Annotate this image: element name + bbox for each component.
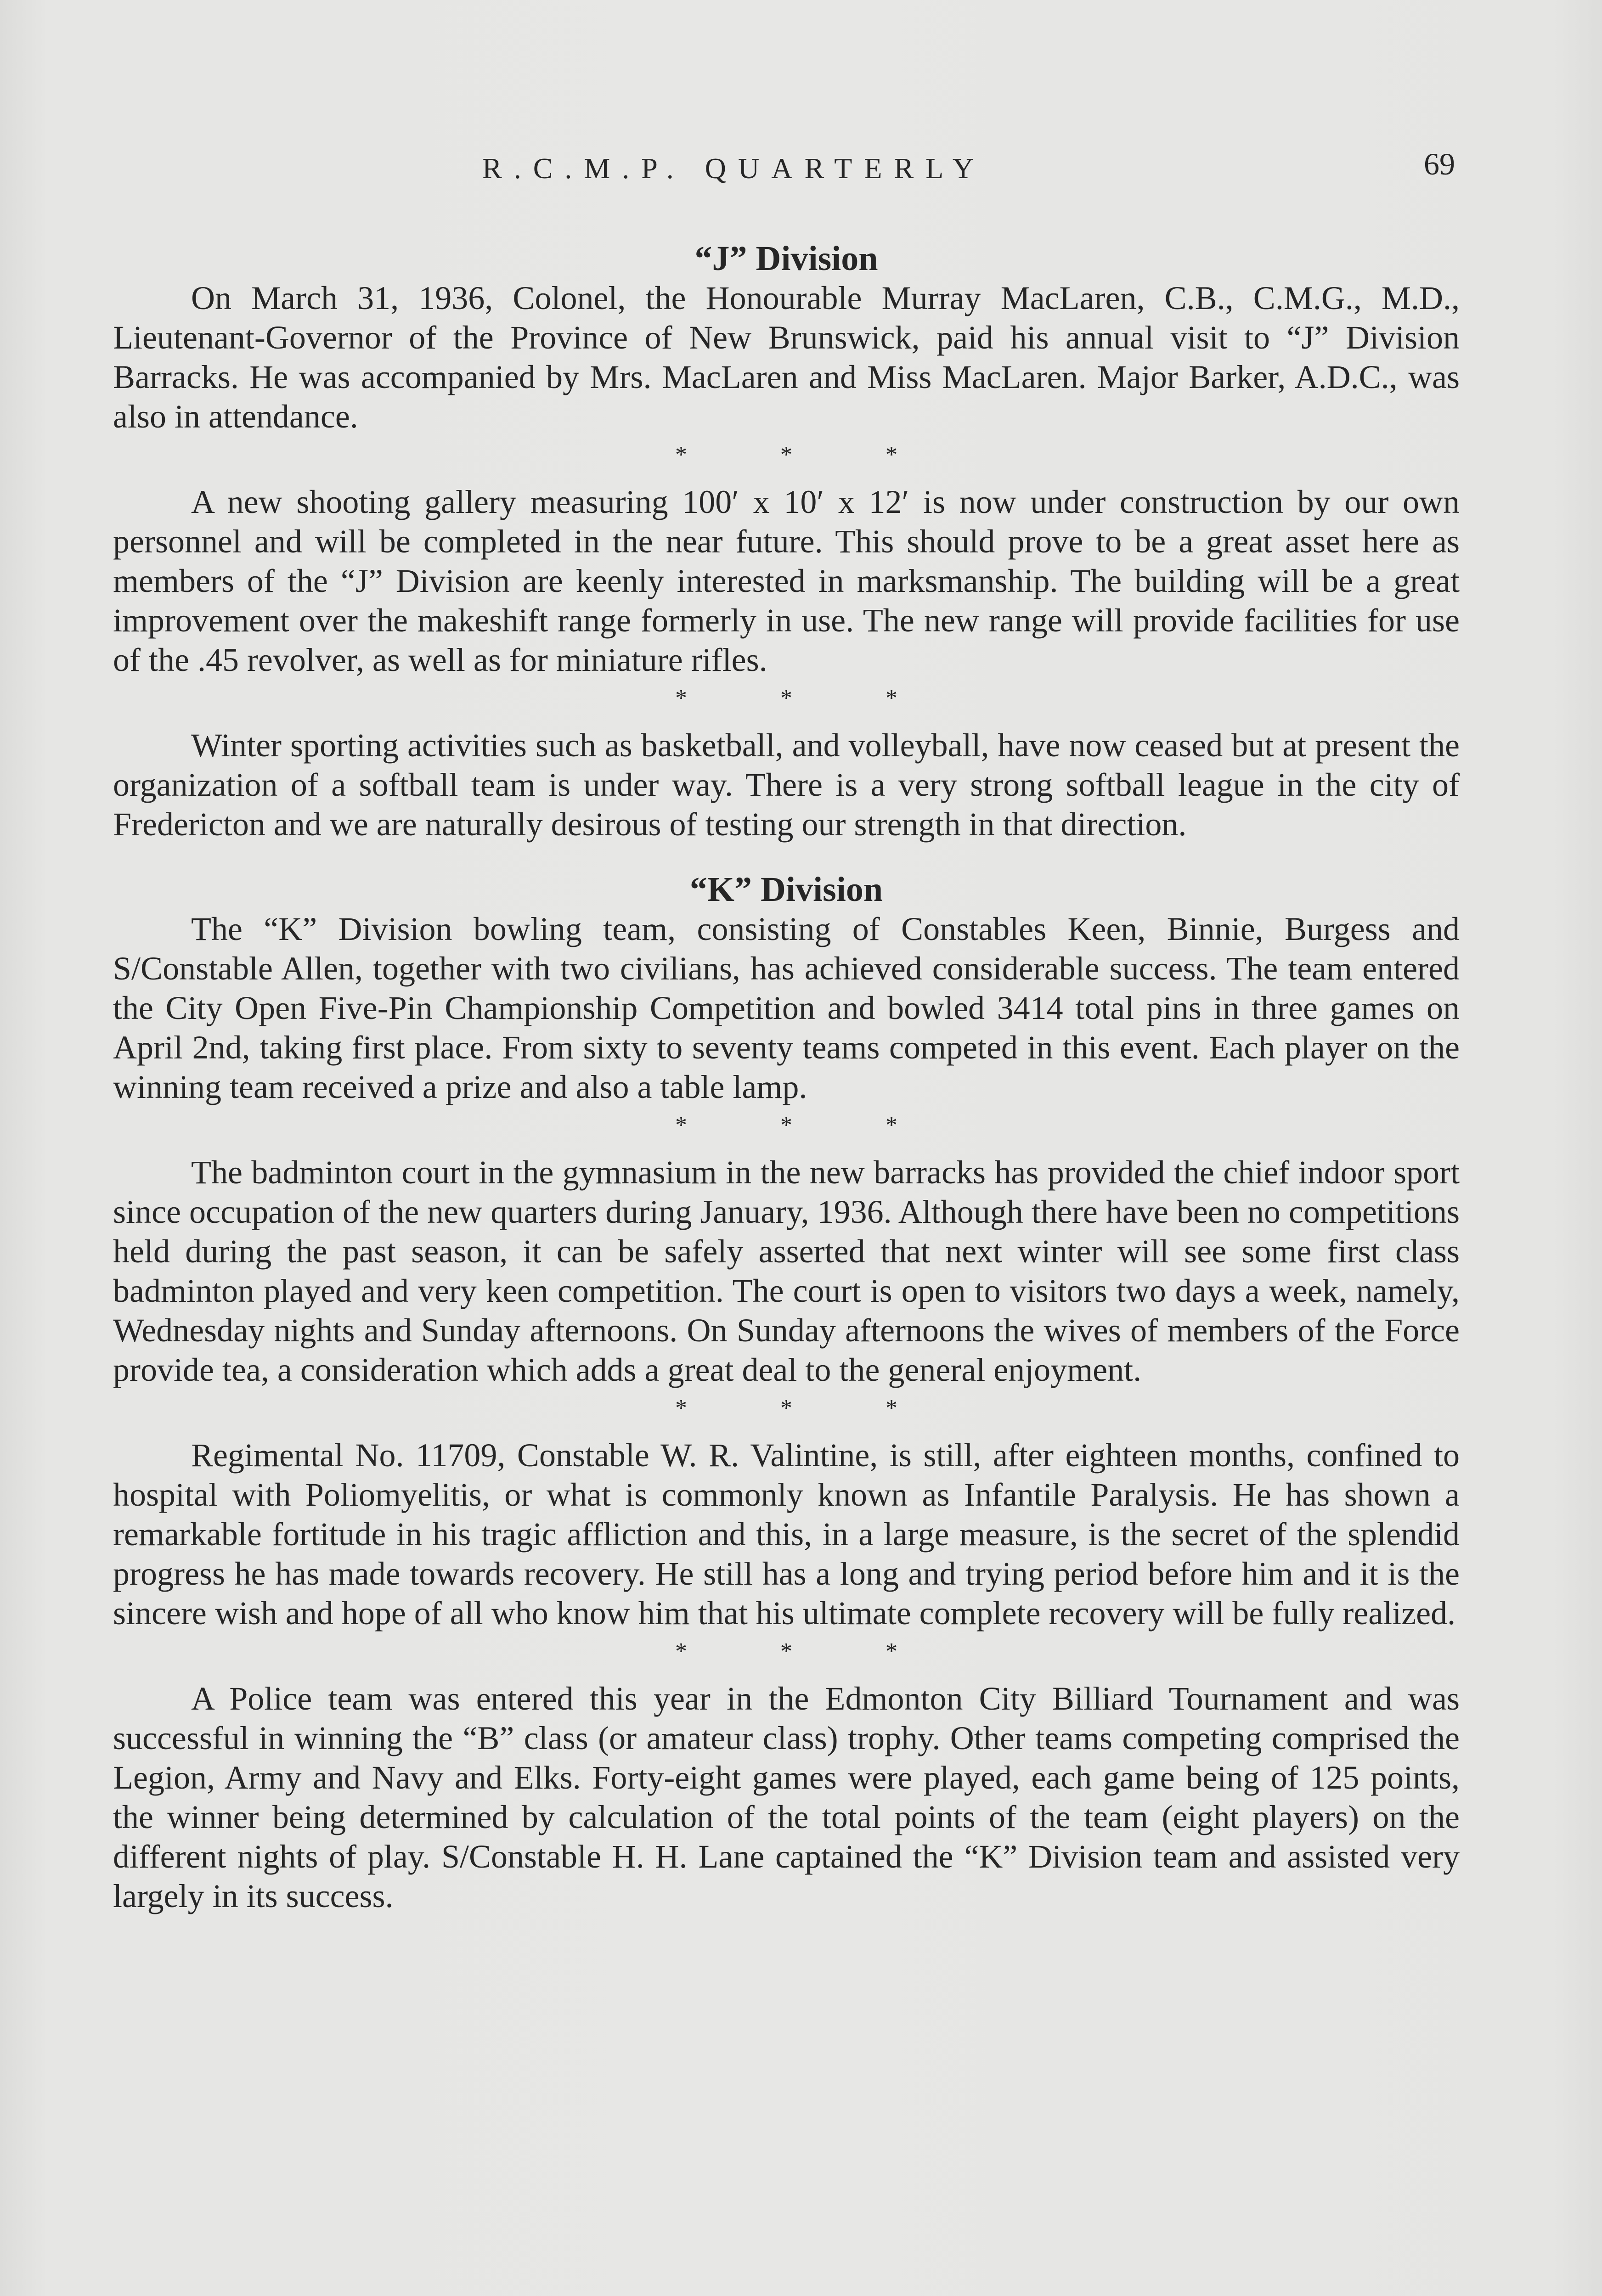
page-number: 69 [1424,146,1455,181]
running-title: R.C.M.P. QUARTERLY [482,152,986,185]
paragraph-k-valintine: Regimental No. 11709, Constable W. R. Valintine, is still, after eighteen months, confined to hospital with Poliomyelitis, or what is commonly known as Infantile Paralysis. He has shown a remarkable fortitude in his tragic affliction and this, in a large measure, is the secret of the splendid progress he has made towards recovery. He still has a long and trying period before him and it is the sincere wish and hope of all who know him that his ultimate complete recovery will be fully realized. [113,1437,1460,1632]
paragraph-j-shooting-gallery: A new shooting gallery measuring 100′ x 10′ x 12′ is now under construction by our own personnel and will be completed in the near future. This should prove to be a great asset here as members of the “J” Division are keenly interested in marksmanship. The building will be a great improvement over the makeshift range formerly in use. The new range will provide facilities for use of the .45 revolver, as well as for miniature rifles. [113,484,1460,678]
asterism-separator: * * * [675,1395,897,1421]
paragraph-k-billiards: A Police team was entered this year in the Edmonton City Billiard Tournament and was successful in winning the “B” class (or amateur class) trophy. Other teams competing comprised the Legion, Army and Navy and Elks. Forty-eight games were played, each game being of 125 points, the winner being determined by calculation of the total points of the team (eight players) on the different nights of play. S/Constable H. H. Lane captained the “K” Division team and assisted very largely in its success. [113,1680,1460,1914]
section-heading-j-division: “J” Division [694,239,878,278]
section-spacer [113,844,1460,870]
paragraph-k-bowling: The “K” Division bowling team, consisting of Constables Keen, Binnie, Burgess and S/Constable Allen, together with two civilians, has achieved considerable success. The team entered the City Open Five-Pin Championship Competition and bowled 3414 total pins in three games on April 2nd, taking first place. From sixty to seventy teams competed in this event. Each player on the winning team received a prize and also a table lamp. [113,911,1460,1105]
asterism-separator: * * * [675,1638,897,1665]
article-body [113,239,1460,1916]
paragraph-j-winter-sports: Winter sporting activities such as basketball, and volleyball, have now ceased but at present the organization of a softball team is under way. There is a very strong softball league in the city of Fredericton and we are naturally desirous of testing our strength in that direction. [113,727,1460,843]
asterism-separator: * * * [675,1112,897,1138]
paragraph-j-visit: On March 31, 1936, Colonel, the Honourable Murray MacLaren, C.B., C.M.G., M.D., Lieutenant-Governor of the Province of New Brunswick, paid his annual visit to “J” Division Barracks. He was accompanied by Mrs. MacLaren and Miss MacLaren. Major Barker, A.D.C., was also in attendance. [113,280,1460,435]
asterism-separator: * * * [675,442,897,468]
section-heading-k-division: “K” Division [689,870,883,909]
paragraph-k-badminton: The badminton court in the gymnasium in the new barracks has provided the chief indoor sport since occupation of the new quarters during January, 1936. Although there have been no competitions held during the past season, it can be safely asserted that next winter will see some first class badminton played and very keen competition. The court is open to visitors two days a week, namely, Wednesday nights and Sunday afternoons. On Sunday afternoons the wives of members of the Force provide tea, a consideration which adds a great deal to the general enjoyment. [113,1154,1460,1388]
asterism-separator: * * * [675,685,897,711]
